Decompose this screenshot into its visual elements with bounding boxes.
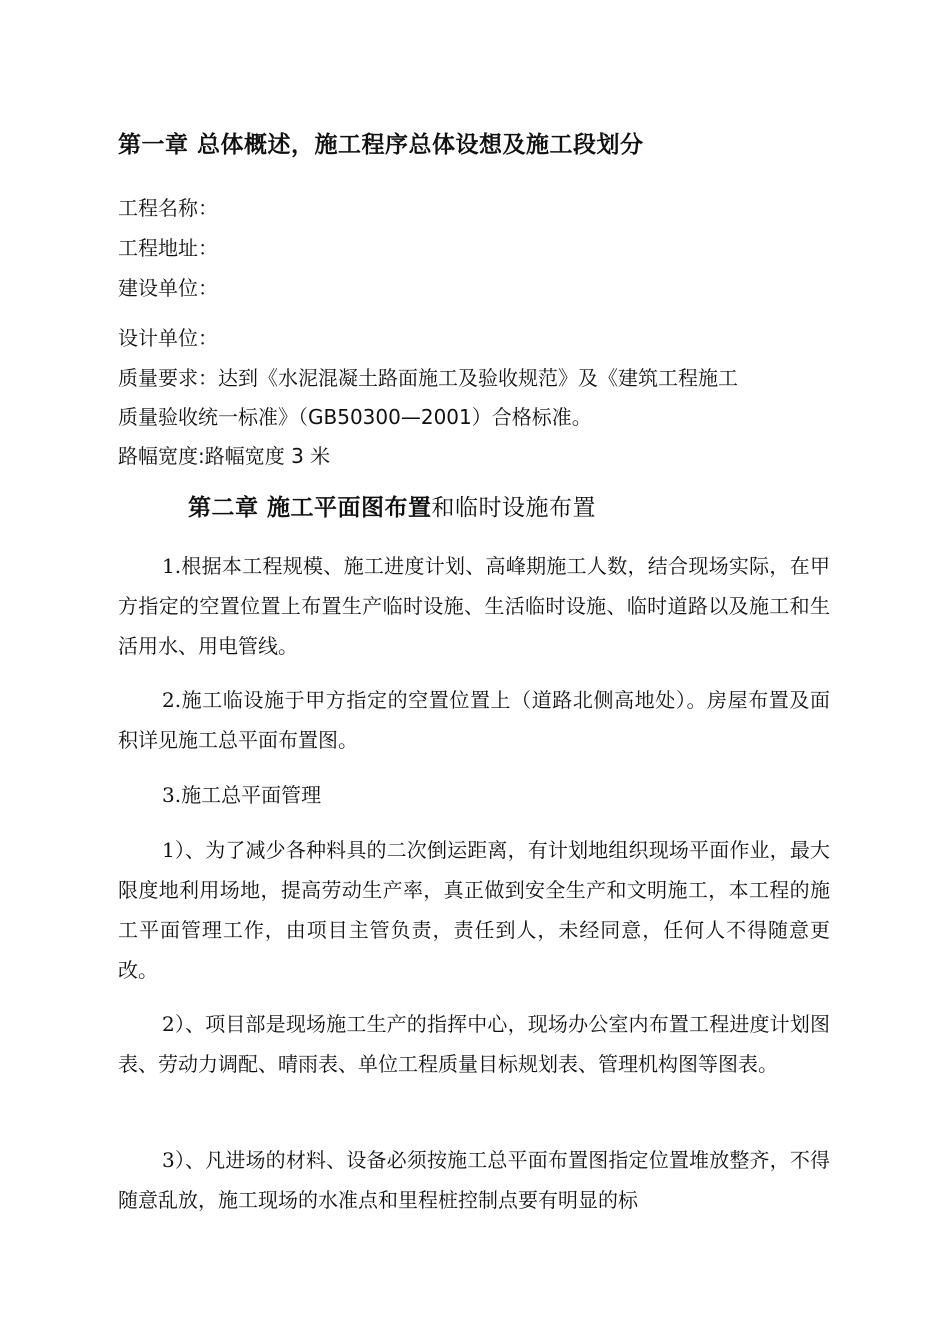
road-width: 路幅宽度:路幅宽度 3 米 xyxy=(118,444,331,468)
project-name-label: 工程名称： xyxy=(118,196,218,220)
quality-requirement xyxy=(118,362,738,391)
paragraph-4-text: 1）、为了减少各种料具的二次倒运距离，有计划地组织现场平面作业，最大限度地利用场地，提高劳动生产率，真正做到安全生产和文明施工，本工程的施工平面管理工作，由项目主管负责，责任到人，未经同意，任何人不得随意更改。 xyxy=(118,838,830,982)
paragraph-6-text: 3）、凡进场的材料、设备必须按施工总平面布置图指定位置堆放整齐，不得随意乱放，施工现场的水准点和里程桩控制点要有明显的标 xyxy=(118,1148,830,1212)
project-address-label: 工程地址： xyxy=(118,236,218,260)
paragraph-4 xyxy=(118,830,830,990)
paragraph-1 xyxy=(118,546,830,666)
project-address-field xyxy=(118,232,218,261)
paragraph-1-text: 1.根据本工程规模、施工进度计划、高峰期施工人数，结合现场实际，在甲方指定的空置位置上布置生产临时设施、生活临时设施、临时道路以及施工和生活用水、用电管线。 xyxy=(118,554,830,658)
paragraph-3-text: 3.施工总平面管理 xyxy=(162,783,322,807)
quality-line-1: 达到《水泥混凝土路面施工及验收规范》及《建筑工程施工 xyxy=(218,366,738,390)
paragraph-2-text: 2.施工临设施于甲方指定的空置位置上（道路北侧高地处）。房屋布置及面积详见施工总平面布置图。 xyxy=(118,688,830,752)
client-field xyxy=(118,272,218,301)
chapter-1-title: 第一章 总体概述，施工程序总体设想及施工段划分 xyxy=(118,132,644,158)
chapter-2-title-bold: 第二章 施工平面图布置 xyxy=(188,495,432,521)
paragraph-2 xyxy=(118,680,830,760)
client-label: 建设单位： xyxy=(118,276,218,300)
designer-label: 设计单位： xyxy=(118,326,218,350)
paragraph-5-text: 2）、项目部是现场施工生产的指挥中心，现场办公室内布置工程进度计划图表、劳动力调配、晴雨表、单位工程质量目标规划表、管理机构图等图表。 xyxy=(118,1012,830,1076)
chapter-2-title xyxy=(188,489,596,522)
paragraph-5 xyxy=(118,1004,830,1084)
paragraph-6 xyxy=(118,1140,830,1220)
project-name-field xyxy=(118,192,218,221)
quality-label: 质量要求： xyxy=(118,366,218,390)
paragraph-3 xyxy=(118,775,830,815)
chapter-2-title-rest: 和临时设施布置 xyxy=(431,495,597,521)
designer-field xyxy=(118,322,218,351)
quality-line-2: 质量验收统一标准》（GB50300—2001）合格标准。 xyxy=(118,405,592,429)
